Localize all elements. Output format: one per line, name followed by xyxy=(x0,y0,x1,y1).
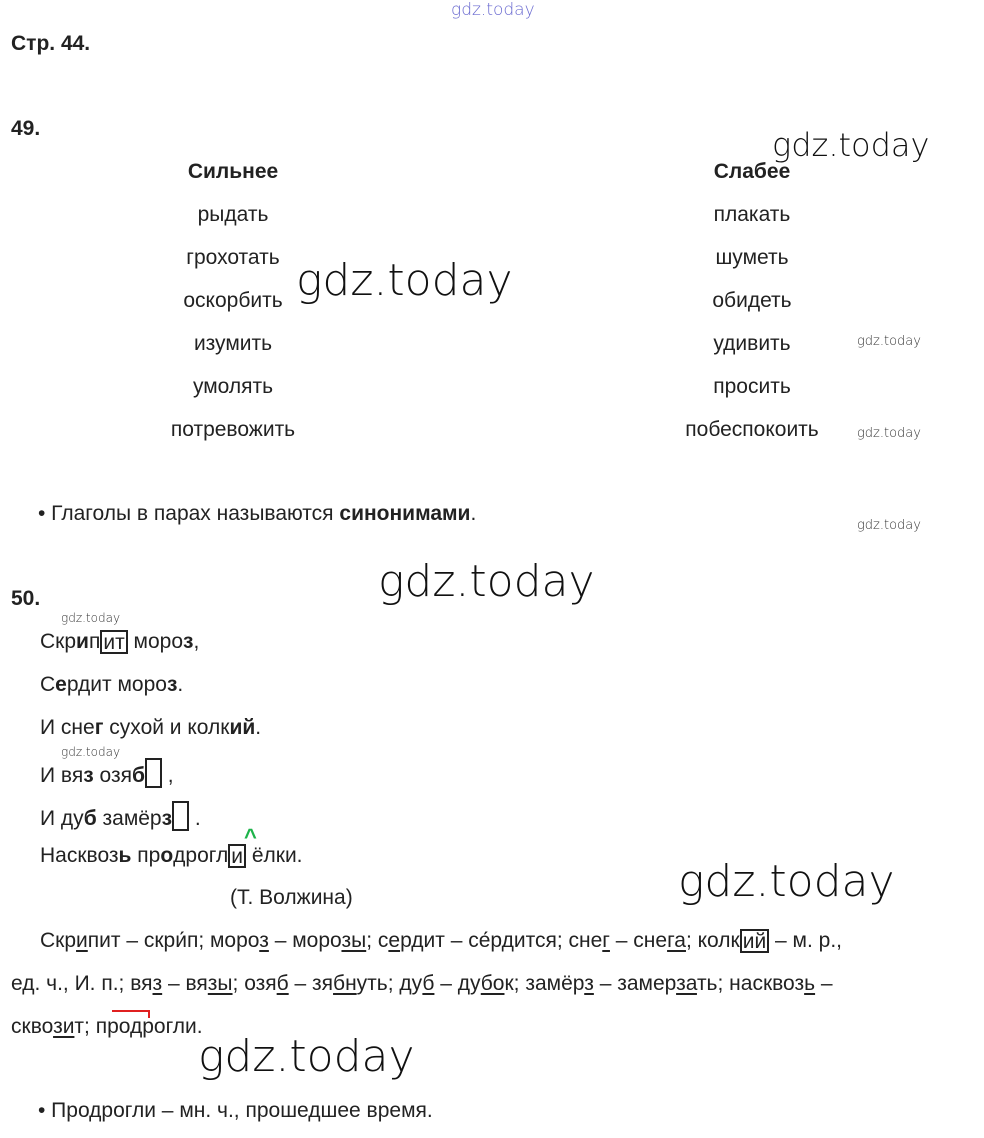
watermark: gdz.today xyxy=(198,1031,415,1082)
analysis-line: ед. ч., И. п.; вяз – вязы; озяб – зябнуть; дуб – дубок; замёрз – замерзать; насквозь – xyxy=(11,972,833,995)
poem-line: И вяз озяб , xyxy=(40,758,174,788)
word: побеспокоить xyxy=(685,418,819,441)
poem-line: И дуб замёрз . xyxy=(40,801,201,831)
stronger-column xyxy=(133,150,333,451)
word: просить xyxy=(713,375,791,398)
watermark: gdz.today xyxy=(678,856,895,907)
page-header: Стр. 44. xyxy=(11,32,91,55)
watermark: gdz.today xyxy=(296,255,513,306)
watermark-top: gdz.today xyxy=(451,0,535,20)
word: удивить xyxy=(713,332,791,355)
poem-line: Сердит мороз. xyxy=(40,673,184,696)
conclusion-note: • Продрогли – мн. ч., прошедшее время. xyxy=(38,1099,433,1122)
watermark: gdz.today xyxy=(378,556,595,607)
exercise-number: 50. xyxy=(11,587,41,610)
column-header: Слабее xyxy=(713,160,791,183)
poem-line: И снег сухой и колкий. xyxy=(40,716,262,739)
word: рыдать xyxy=(197,203,269,226)
root-caret-mark: ^ xyxy=(244,824,257,849)
watermark: gdz.today xyxy=(61,611,121,625)
prefix-mark xyxy=(112,1010,150,1012)
word: плакать xyxy=(713,203,791,226)
analysis-line: сквозит; продрогли. xyxy=(11,1015,203,1038)
watermark: gdz.today xyxy=(857,334,921,349)
watermark: gdz.today xyxy=(857,518,921,533)
empty-ending-box xyxy=(172,801,189,831)
empty-ending-box xyxy=(145,758,162,788)
column-header: Сильнее xyxy=(187,160,279,183)
word: потревожить xyxy=(170,418,296,441)
poem-author: (Т. Волжина) xyxy=(230,886,353,909)
analysis-line: Скрипит – скри́п; мороз – морозы; сердит – се́рдится; снег – снега; колк ий – м. р., xyxy=(40,929,843,954)
watermark: gdz.today xyxy=(857,426,921,441)
watermark: gdz.today xyxy=(61,745,121,759)
exercise-number: 49. xyxy=(11,117,41,140)
word: умолять xyxy=(192,375,274,398)
watermark: gdz.today xyxy=(772,126,930,164)
word: изумить xyxy=(193,332,273,355)
word: оскорбить xyxy=(183,289,283,312)
poem-line: Скрип ит мороз, xyxy=(40,630,200,655)
word: обидеть xyxy=(712,289,792,312)
word: шуметь xyxy=(715,246,789,269)
weaker-column xyxy=(652,150,852,451)
conclusion-note: • Глаголы в парах называются синонимами. xyxy=(38,502,477,525)
poem-line: Насквозь продрогл и ёлки. xyxy=(40,844,303,869)
word: грохотать xyxy=(186,246,280,269)
